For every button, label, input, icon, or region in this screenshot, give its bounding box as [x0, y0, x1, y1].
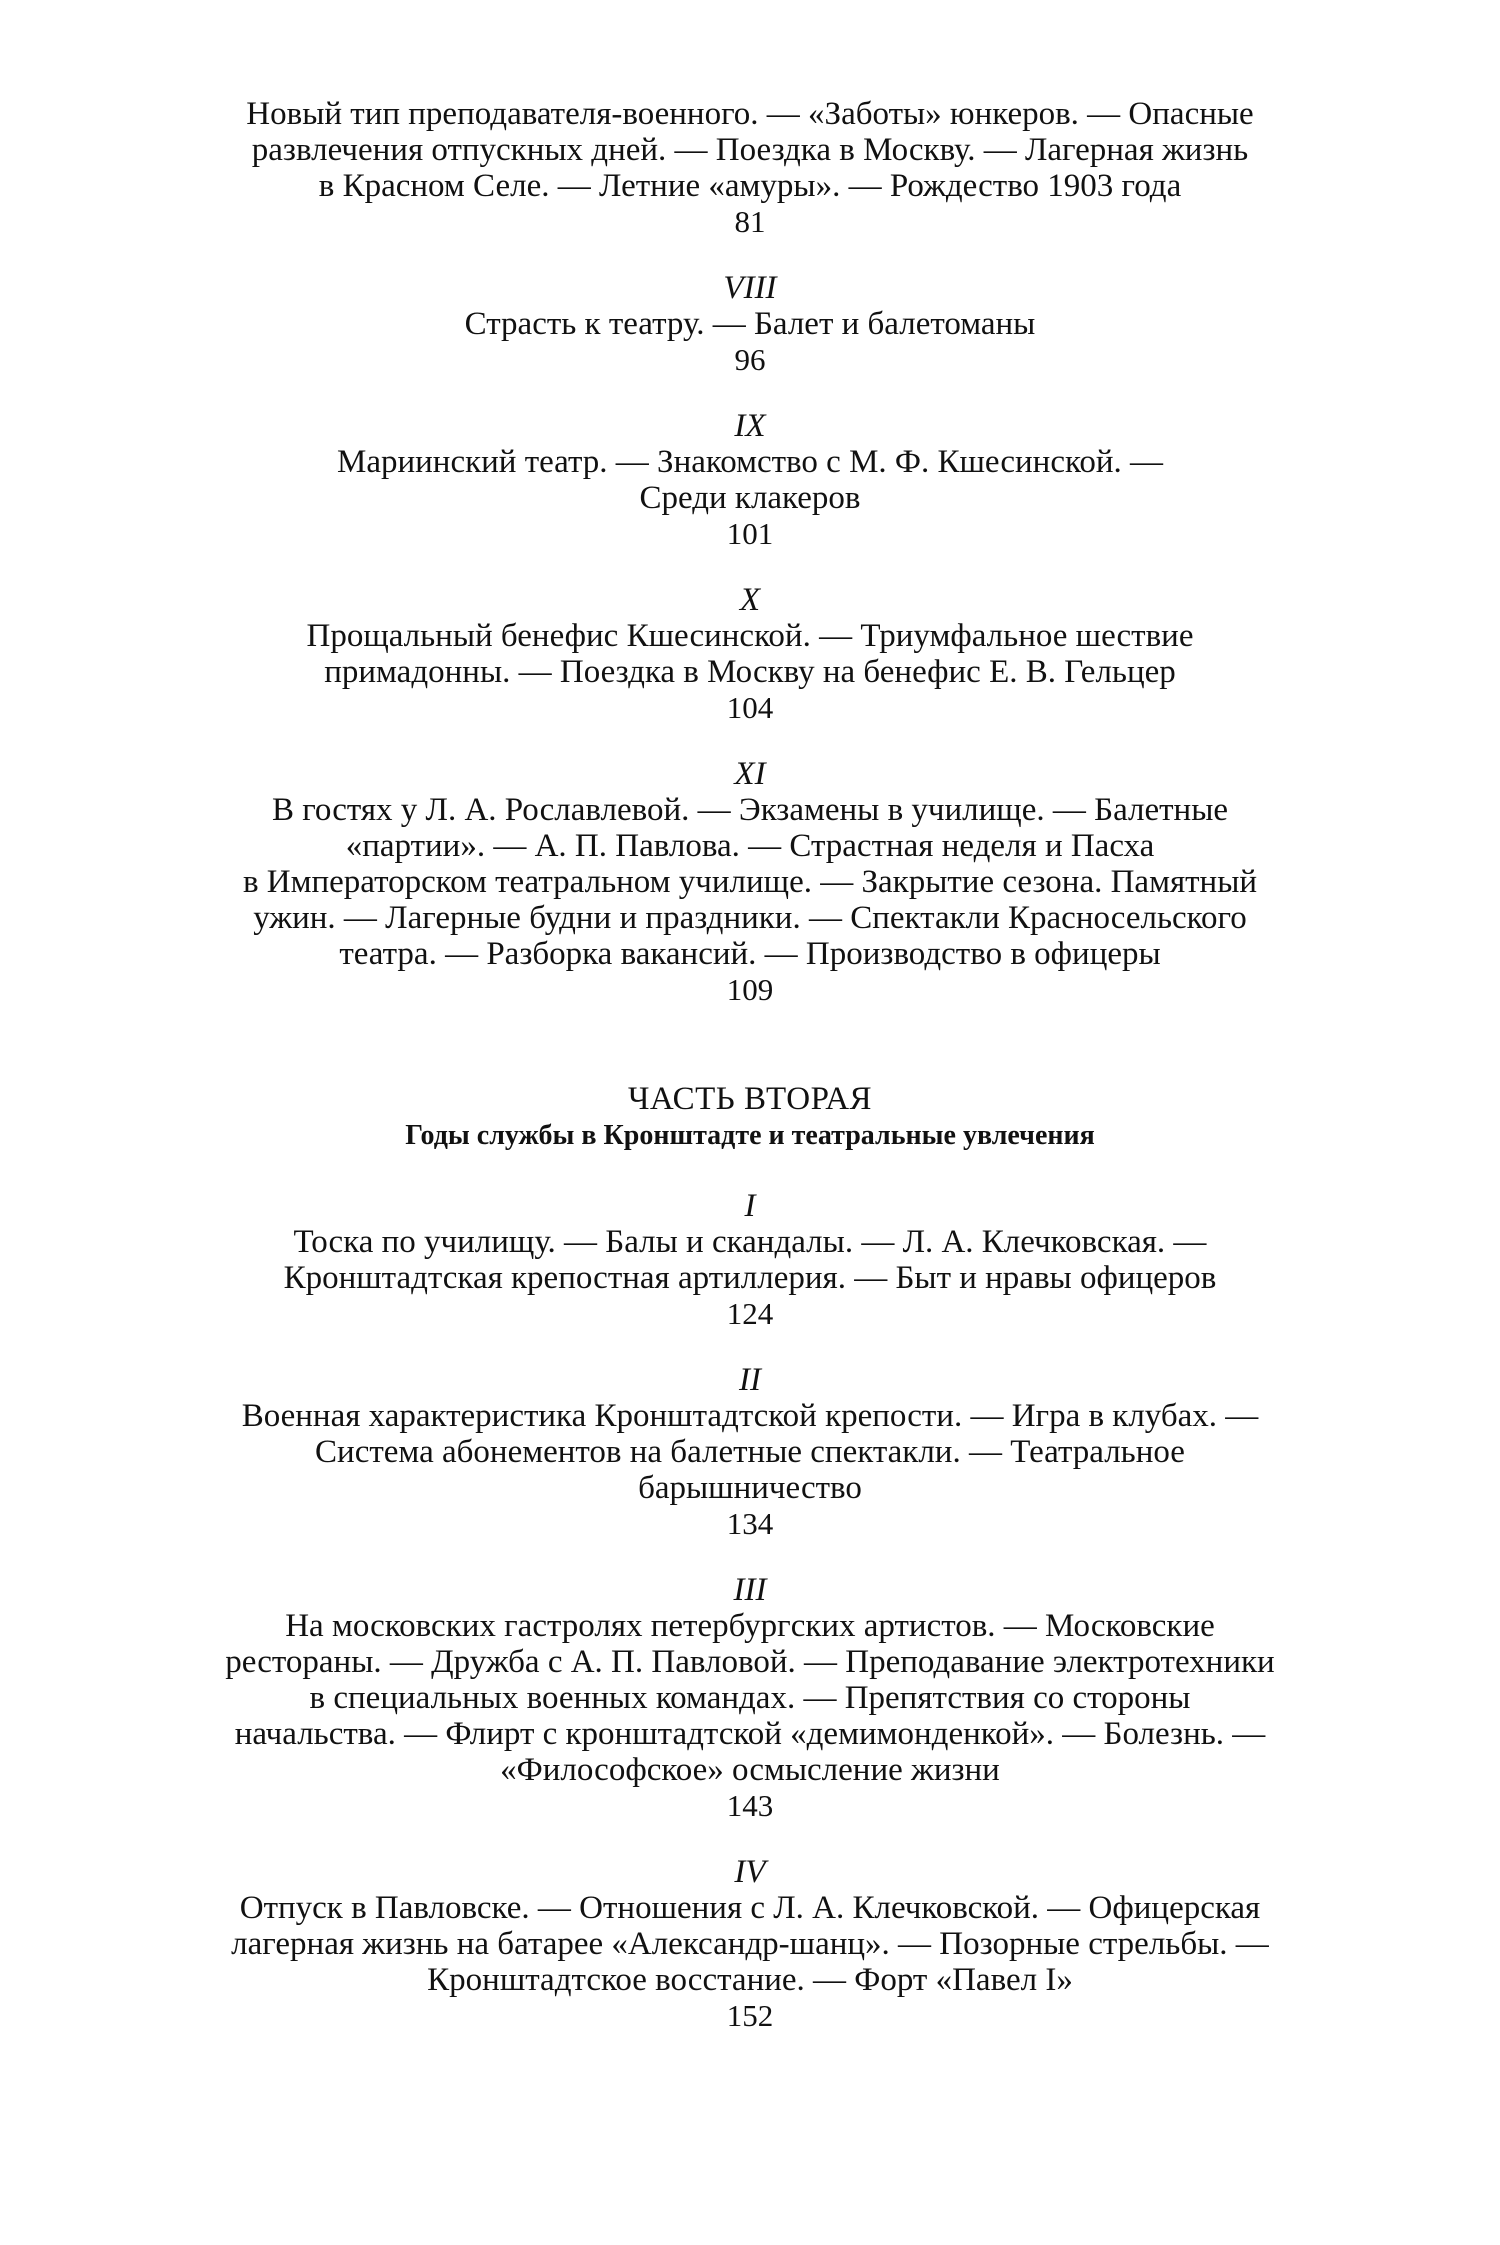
- toc-entry-line: «партии». — А. П. Павлова. — Страстная неделя и Пасха: [345, 828, 1155, 864]
- toc-page-number: 134: [726, 1506, 774, 1541]
- toc-entry-line: Кронштадтская крепостная артиллерия. — Быт и нравы офицеров: [283, 1260, 1217, 1296]
- toc-entry-line: Новый тип преподавателя-военного. — «Заботы» юнкеров. — Опасные: [246, 96, 1254, 132]
- toc-entry-line: «Философское» осмысление жизни: [500, 1752, 1000, 1788]
- part-subtitle: Годы службы в Кронштадте и театральные увлечения: [405, 1120, 1095, 1151]
- toc-page-number: 81: [734, 204, 766, 239]
- toc-entry-line: развлечения отпускных дней. — Поездка в Москву. — Лагерная жизнь: [251, 132, 1249, 168]
- toc-entry-line: На московских гастролях петербургских артистов. — Московские: [285, 1608, 1215, 1644]
- toc-entry-line: начальства. — Флирт с кронштадтской «демимонденкой». — Болезнь. —: [234, 1716, 1266, 1752]
- toc-page-number: 152: [726, 1998, 774, 2033]
- chapter-numeral: X: [739, 582, 761, 618]
- toc-entry: [150, 756, 1350, 1008]
- toc-entry-line: в Императорском театральном училище. — Закрытие сезона. Памятный: [242, 864, 1258, 900]
- toc-entry-line: Среди клакеров: [639, 480, 861, 516]
- toc-entry-line: театра. — Разборка вакансий. — Производство в офицеры: [339, 936, 1161, 972]
- toc-entry: [150, 408, 1350, 552]
- toc-entry-line: барышничество: [638, 1470, 862, 1506]
- toc-page-number: 104: [726, 690, 774, 725]
- toc-entry: [150, 1188, 1350, 1332]
- toc-entry-line: рестораны. — Дружба с А. П. Павловой. — Преподавание электротехники: [225, 1644, 1275, 1680]
- toc-entry-line: Кронштадтское восстание. — Форт «Павел I»: [427, 1962, 1073, 1998]
- toc-page-number: 124: [726, 1296, 774, 1331]
- chapter-numeral: II: [739, 1362, 761, 1398]
- chapter-numeral: VIII: [723, 270, 777, 306]
- toc-page-number: 101: [726, 516, 774, 551]
- toc-entry-line: ужин. — Лагерные будни и праздники. — Спектакли Красносельского: [253, 900, 1247, 936]
- toc-entry: [150, 1362, 1350, 1542]
- toc-page-number: 143: [726, 1788, 774, 1823]
- toc-entry-line: В гостях у Л. А. Рославлевой. — Экзамены в училище. — Балетные: [271, 792, 1229, 828]
- toc-entry-line: в специальных военных командах. — Препятствия со стороны: [309, 1680, 1191, 1716]
- toc-entry-line: Отпуск в Павловске. — Отношения с Л. А. Клечковской. — Офицерская: [239, 1890, 1261, 1926]
- chapter-numeral: III: [733, 1572, 767, 1608]
- part-title: ЧАСТЬ ВТОРАЯ: [627, 1081, 873, 1117]
- table-of-contents: [150, 96, 1350, 2034]
- toc-page-number: 109: [726, 972, 774, 1007]
- toc-entry: [150, 96, 1350, 240]
- toc-page-number: 96: [734, 342, 766, 377]
- chapter-numeral: IX: [734, 408, 766, 444]
- toc-entry-line: лагерная жизнь на батарее «Александр-шанц». — Позорные стрельбы. —: [231, 1926, 1269, 1962]
- toc-entry-line: Тоска по училищу. — Балы и скандалы. — Л. А. Клечковская. —: [293, 1224, 1207, 1260]
- toc-entry-line: в Красном Селе. — Летние «амуры». — Рождество 1903 года: [318, 168, 1182, 204]
- toc-entry-line: примадонны. — Поездка в Москву на бенефис Е. В. Гельцер: [324, 654, 1176, 690]
- toc-entry-line: Страсть к театру. — Балет и балетоманы: [464, 306, 1036, 342]
- toc-entry-line: Система абонементов на балетные спектакли. — Театральное: [315, 1434, 1185, 1470]
- chapter-numeral: I: [744, 1188, 756, 1224]
- toc-entry: [150, 1854, 1350, 2034]
- part-heading: [150, 1080, 1350, 1154]
- chapter-numeral: XI: [734, 756, 766, 792]
- toc-entry-line: Военная характеристика Кронштадтской крепости. — Игра в клубах. —: [241, 1398, 1259, 1434]
- chapter-numeral: IV: [734, 1854, 766, 1890]
- toc-entry-line: Мариинский театр. — Знакомство с М. Ф. Кшесинской. —: [336, 444, 1163, 480]
- toc-entry-line: Прощальный бенефис Кшесинской. — Триумфальное шествие: [306, 618, 1194, 654]
- toc-entry: [150, 270, 1350, 378]
- toc-entry: [150, 582, 1350, 726]
- toc-entry: [150, 1572, 1350, 1824]
